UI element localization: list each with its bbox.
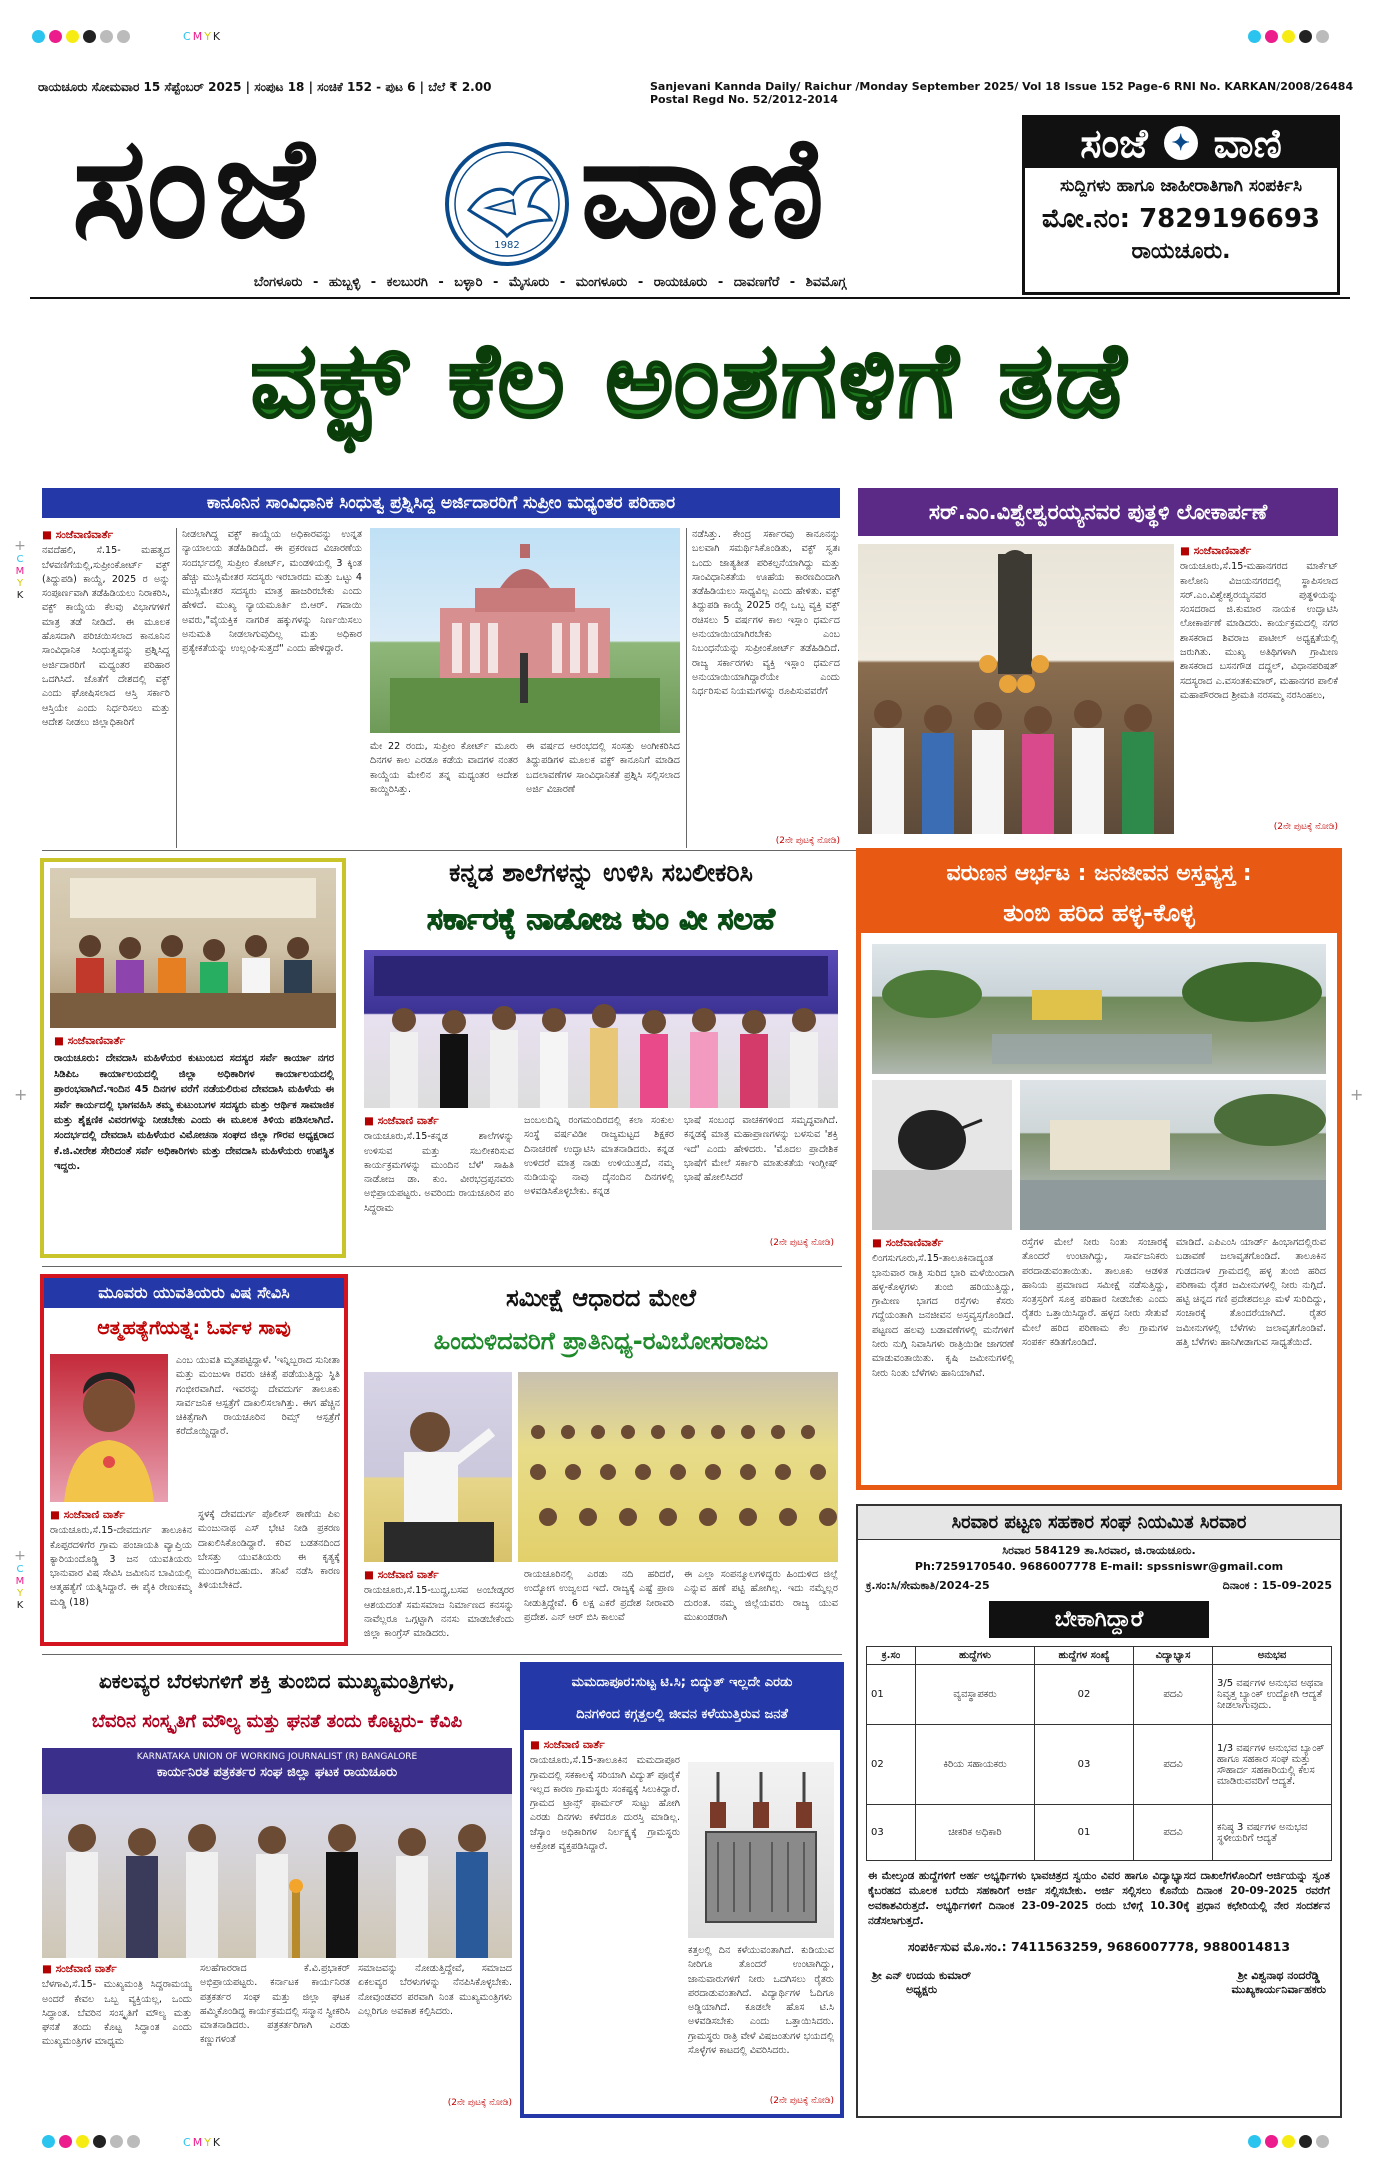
masthead-right: ವಾಣಿ — [580, 106, 831, 270]
black-dot — [93, 2135, 106, 2148]
story5-col2: ರಸ್ತೆಗಳ ಮೇಲೆ ನೀರು ನಿಂತು ಸಂಚಾರಕ್ಕೆ ತೊಂದರೆ ಉಂಟಾಗಿದ್ದು, ಸಾರ್ವಜನಿಕರು ಪರದಾಡುವಂತಾಯಿತು. ತಾಲೂಕು ಆಡಳಿತ ಹಾನಿಯ ಪ್ರಮಾಣದ ಸಮೀಕ್ಷೆ ನಡೆಸುತ್ತಿದ್ದು, ಸಂತ್ರಸ್ತರಿಗೆ ಸೂಕ್ತ ಪರಿಹಾರ ನೀಡಬೇಕು ಎಂದು ರೈತರು ಒತ್ತಾಯಿಸಿದ್ದಾರೆ. ಹಳ್ಳದ ನೀರು ಸೇತುವೆ ಮೇಲೆ ಹರಿದ ಪರಿಣಾಮ ಕೆಲ ಗ್ರಾಮಗಳ ಸಂಪರ್ಕ ಕಡಿತಗೊಂಡಿದೆ. — [1022, 1237, 1168, 1349]
reg-plus: + — [1350, 1085, 1364, 1104]
story9-col1-text: ರಾಯಚೂರು,ಸೆ.15-ತಾಲೂಕಿನ ಮಮದಾಪೂರ ಗ್ರಾಮದಲ್ಲಿ ಸಕಕಾಲಕ್ಕೆ ಸರಿಯಾಗಿ ವಿದ್ಯುತ್ ಪೂರೈಕೆ ಇಲ್ಲದ ಕಾರಣ ಗ್ರಾಮಸ್ಥರು ಸಂಕಷ್ಟಕ್ಕೆ ಸಿಲುಕಿದ್ದಾರೆ. ಗ್ರಾಮದ ಟ್ರಾನ್ಸ್ ಫಾರ್ಮರ್ ಸುಟ್ಟು ಹೋಗಿ ಎರಡು ದಿನಗಳು ಕಳೆದರೂ ದುರಸ್ತಿ ಮಾಡಿಲ್ಲ. ಜೆಸ್ಕಾಂ ಅಧಿಕಾರಿಗಳ ನಿರ್ಲಕ್ಷ್ಯಕ್ಕೆ ಗ್ರಾಮಸ್ಥರು ಆಕ್ರೋಶ ವ್ಯಕ್ತಪಡಿಸಿದ್ದಾರೆ. — [530, 1755, 680, 1853]
story7-col1-text: ರಾಯಚೂರು,ಸೆ.15-ಬುದ್ದ,ಬಸವ ಅಂಬೇಡ್ಕರರ ಆಶಯದಂತೆ ಸಮಸಮಾಜ ನಿರ್ಮಾಣದ ಕನಸನ್ನು ನಾವೆಲ್ಲರೂ ಒಗ್ಗಟ್ಟಾಗಿ ನನಸು ಮಾಡಬೇಕೆಂದು ಜಿಲ್ಲಾ ಕಾಂಗ್ರೆಸ್ ಮಾಡಿದರು. — [364, 1585, 514, 1640]
story7-title: ಹಿಂದುಳಿದವರಿಗೆ ಪ್ರಾತಿನಿಧ್ಯ-ರವಿಬೋಸರಾಜು — [358, 1320, 844, 1362]
table-cell: 03 — [867, 1805, 916, 1861]
dove-logo — [443, 140, 571, 268]
story1-col1-text: ನವದೆಹಲಿ, ಸೆ.15- ಮಹತ್ವದ ಬೆಳವಣಿಗೆಯಲ್ಲಿ,ಸುಪ್ರೀಂಕೋರ್ಟ್ ವಕ್ಫ್ (ತಿದ್ದುಪಡಿ) ಕಾಯ್ದೆ, 2025 ರ ಅನ್ನು ಸಂಪೂರ್ಣವಾಗಿ ತಡೆಹಿಡಿಯಲು ನಿರಾಕರಿಸಿ, ವಕ್ಫ್ ಕಾಯ್ದೆಯ ಕೆಲವು ವಿಭಾಗಗಳಿಗೆ ಮಾತ್ರ ತಡೆ ನೀಡಿದೆ. ಈ ಮೂಲಕ ಹೊಸದಾಗಿ ಪರಿಚಯಿಸಲಾದ ಕಾನೂನಿನ ಸಾಂವಿಧಾನಿಕ ಸಿಂಧುತ್ವವನ್ನು ಪ್ರಶ್ನಿಸಿದ್ದ ಅರ್ಜಿದಾರರಿಗೆ ಮಧ್ಯಂತರ ಪರಿಹಾರ ಒದಗಿಸಿದೆ. ಜೊತೆಗೆ ದೇಶದಲ್ಲಿ ವಕ್ಫ್ ಎಂದು ಘೋಷಿಸಲಾದ ಆಸ್ತಿ ಸರ್ಕಾರಿ ಆಸ್ತಿಯೇ ಎಂದು ನಿರ್ಧರಿಸಲು ಮತ್ತು ಆದೇಶ ನೀಡಲು ಜಿಲ್ಲಾಧಿಕಾರಿಗೆ — [42, 545, 170, 728]
table-cell: 03 — [1035, 1725, 1134, 1805]
story6-byline: ■ ಸಂಜೆವಾಣಿ ವಾರ್ತೆ — [50, 1509, 125, 1521]
ad-contact-line: ಸುದ್ದಿಗಳು ಹಾಗೂ ಜಾಹೀರಾತಿಗಾಗಿ ಸಂಪರ್ಕಿಸಿ — [1059, 176, 1303, 196]
col-header: ಹುದ್ದೆಗಳ ಸಂಖ್ಯೆ — [1035, 1647, 1134, 1665]
yellow-dot — [1282, 30, 1295, 43]
story9-col2: ಕತ್ತಲಲ್ಲಿ ದಿನ ಕಳೆಯುವಂತಾಗಿದೆ. ಕುಡಿಯುವ ನೀರಿಗೂ ತೊಂದರೆ ಉಂಟಾಗಿದ್ದು, ಜಾನುವಾರುಗಳಿಗೆ ನೀರು ಒದಗಿಸಲು ರೈತರು ಪರದಾಡುವಂತಾಗಿದೆ. ವಿದ್ಯಾರ್ಥಿಗಳ ಓದಿಗೂ ಅಡ್ಡಿಯಾಗಿದೆ. ಕೂಡಲೇ ಹೊಸ ಟಿ.ಸಿ ಅಳವಡಿಸಬೇಕು ಎಂದು ಒತ್ತಾಯಿಸಿದರು. ಗ್ರಾಮಸ್ಥರು ರಾತ್ರಿ ವೇಳೆ ವಿಷಜಂತುಗಳ ಭಯದಲ್ಲಿ ಸೊಳ್ಳೆಗಳ ಕಾಟದಲ್ಲಿ ವಿವರಿಸಿದರು. — [688, 1945, 834, 2057]
yellow-dot — [66, 30, 79, 43]
table-cell: 3/5 ವರ್ಷಗಳ ಅನುಭವ ಅಥವಾ ನಿವೃತ್ತ ಬ್ಯಾಂಕ್ ಉದ್ಯೋಗಿ ಆದ್ಯತೆ ನೀಡಲಾಗುವುದು. — [1213, 1665, 1332, 1725]
story8-col3: ಸಮಾಜವನ್ನು ನೋಡುತ್ತಿದ್ದೇವೆ, ಸಮಾಜದ ಏಕಲವ್ಯರ ಬೆರಳುಗಳನ್ನು ನೆನಪಿಸಿಕೊಳ್ಳಬೇಕು. ನೋವುಂಡವರ ಪರವಾಗಿ ನಿಂತ ಮುಖ್ಯಮಂತ್ರಿಗಳು ಎಲ್ಲರಿಗೂ ಅವಕಾಶ ಕಲ್ಪಿಸಿದರು. — [358, 1963, 512, 2017]
contact-ad-box — [1022, 115, 1340, 295]
transformer-icon — [688, 1762, 834, 1938]
waterlogged-street-photo — [1020, 1080, 1326, 1230]
story7-byline: ■ ಸಂಜೆವಾಣಿ ವಾರ್ತೆ — [364, 1569, 439, 1581]
story6-col1-text: ರಾಯಚೂರು,ಸೆ.15-ದೇವದುರ್ಗ ತಾಲೂಕಿನ ಕೊಪ್ಪರದಳಿಗೆರ ಗ್ರಾಮ ಪಂಚಾಯತಿ ವ್ಯಾಪ್ತಿಯ ಕ್ಯಾರಿಯಂದೊಡ್ಡಿ 3 ಜನ ಯುವತಿಯರು ಭಾನುವಾರ ವಿಷ ಸೇವಿಸಿ ಜಮೀನಿನ ಬಾವಿಯಲ್ಲಿ ಆತ್ಮಹತ್ಯೆಗೆ ಯತ್ನಿಸಿದ್ದಾರೆ. ಈ ಪೈಕಿ ರೇಣುಕಮ್ಮ ಮಡ್ಡಿ (18) — [50, 1525, 192, 1608]
cmyk-label-bottom: CMYK — [183, 2136, 223, 2149]
story5-byline: ■ ಸಂಜೆವಾಣಿವಾರ್ತೆ — [872, 1237, 944, 1249]
story5-bar1: ವರುಣನ ಆರ್ಭಟ : ಜನಜೀವನ ಅಸ್ತವ್ಯಸ್ತ : — [861, 853, 1337, 893]
stage-people-icon — [364, 950, 838, 1108]
person-portrait-icon — [50, 1354, 168, 1502]
table-cell: 01 — [867, 1665, 916, 1725]
dateline-kannada: ರಾಯಚೂರು ಸೋಮವಾರ 15 ಸೆಪ್ಟೆಂಬರ್ 2025 | ಸಂಪುಟ 18 | ಸಂಚಿಕೆ 152 - ಪುಟ 6 | ಬೆಲೆ ₹ 2.00 — [38, 80, 492, 94]
story5-col1-text: ಲಿಂಗಸುಗೂರು,ಸೆ.15-ತಾಲೂಕಿನಾದ್ಯಂತ ಭಾನುವಾರ ರಾತ್ರಿ ಸುರಿದ ಭಾರಿ ಮಳೆಯಿಂದಾಗಿ ಹಳ್ಳ-ಕೊಳ್ಳಗಳು ತುಂಬಿ ಹರಿಯುತ್ತಿದ್ದು, ಗ್ರಾಮೀಣ ಭಾಗದ ರಸ್ತೆಗಳು ಕೆಸರು ಗದ್ದೆಯಂತಾಗಿ ಜನಜೀವನ ಅಸ್ತವ್ಯಸ್ತಗೊಂಡಿದೆ. ಪಟ್ಟಣದ ಹಲವು ಬಡಾವಣೆಗಳಲ್ಲಿ ಮನೆಗಳಿಗೆ ನೀರು ನುಗ್ಗಿ ನಿವಾಸಿಗಳು ರಾತ್ರಿಯಿಡೀ ಜಾಗರಣೆ ಮಾಡುವಂತಾಯಿತು. ಕೃಷಿ ಜಮೀನುಗಳಲ್ಲಿ ನೀರು ನಿಂತು ಬೆಳೆಗಳು ಹಾನಿಯಾಗಿವೆ. — [872, 1253, 1014, 1379]
ad-dove-icon: ✦ — [1164, 126, 1198, 160]
crowd-icon — [858, 544, 1174, 834]
ad-brand-bar — [1025, 118, 1337, 168]
story2-bar: ಸರ್.ಎಂ.ವಿಶ್ವೇಶ್ವರಯ್ಯನವರ ಪುತ್ಥಳಿ ಲೋಕಾರ್ಪಣೆ — [858, 488, 1338, 536]
yellow-dot — [1282, 2135, 1295, 2148]
transformer-photo — [688, 1762, 834, 1938]
registration-dots-bottom-left — [42, 2135, 140, 2148]
table-cell: ವ್ಯವಸ್ಥಾಪಕರು — [916, 1665, 1035, 1725]
reg-plus: + — [14, 1548, 26, 1564]
table-cell: 02 — [867, 1725, 916, 1805]
table-cell: 01 — [1035, 1805, 1134, 1861]
table-row — [867, 1665, 1332, 1725]
magenta-dot — [1265, 2135, 1278, 2148]
story8-byline: ■ ಸಂಜೆವಾಣಿ ವಾರ್ತೆ — [42, 1963, 117, 1975]
cyan-dot — [42, 2135, 55, 2148]
cyan-dot — [1248, 2135, 1261, 2148]
journalists-event-photo — [42, 1748, 512, 1958]
main-headline: ವಕ್ಫ್ ಕೆಲ ಅಂಶಗಳಿಗೆ ತಡೆ — [250, 319, 1128, 441]
story3-byline: ■ ಸಂಜೆವಾಣಿವಾರ್ತೆ — [54, 1035, 126, 1047]
masthead-left: ಸಂಜೆ — [72, 106, 321, 270]
story8-bar2: ಬೆವರಿನ ಸಂಸ್ಕೃತಿಗೆ ಮೌಲ್ಯ ಮತ್ತು ಘನತೆ ತಂದು ಕೊಟ್ಟರು- ಕೆವಿಪಿ — [42, 1702, 512, 1740]
audience-photo — [518, 1372, 838, 1562]
table-cell: ಕಿರಿಯ ಸಹಾಯಕರು — [916, 1725, 1035, 1805]
story2-byline: ■ ಸಂಜೆವಾಣಿವಾರ್ತೆ — [1180, 545, 1252, 557]
story1-continued: (2ನೇ ಪುಟಕ್ಕೆ ನೋಡಿ) — [775, 836, 840, 846]
story4-col3: ಭಾಷೆ ಸಂಬಂಧ ವಾಚಕಗಳಿಂದ ಸಮೃದ್ಧವಾಗಿದೆ. ಕನ್ನಡಕ್ಕೆ ಮಾತ್ರ ಮಹಾಪ್ರಾಣಗಳನ್ನು ಬಳಸುವ 'ಶಕ್ತಿ ಇದೆ' ಎಂದು ಹೇಳಿದರು. 'ಮೊದಲ ಪ್ರಾದೇಶಿಕ ಭಾಷೆಗೆ ಮೇಲೆ ಸರ್ಕಾರಿ ಮಾತುಕತೆಯ ಇಂಗ್ಲೀಷ್ ಭಾಷೆ ಹೋಲಿಸಿದರೆ — [684, 1115, 838, 1184]
ad-signatory2-name: ಶ್ರೀ ವಿಶ್ವನಾಥ ನಂದರೆಡ್ಡಿ — [1237, 1969, 1320, 1982]
side-cmyk-marks-upper: + C M Y K — [14, 538, 26, 601]
story4-continued: (2ನೇ ಪುಟಕ್ಕೆ ನೋಡಿ) — [769, 1238, 834, 1248]
section-rule — [42, 1654, 842, 1655]
side-cmyk-marks-lower: + C M Y K — [14, 1548, 26, 1611]
story7-col2: ರಾಯಚೂರಿನಲ್ಲಿ ಎರಡು ನದಿ ಹರಿದರೆ, ಉದ್ಯೋಗ ಉಜ್ವಲದ ಇದೆ. ರಾಜ್ಯಕ್ಕೆ ಎಷ್ಟೆ ಪ್ರಾಣ ನೀಡುತ್ತಿದ್ದೇವೆ. 6 ಲಕ್ಷ ಎಕರೆ ಪ್ರದೇಶ ನೀರಾವರಿ ಪ್ರದೇಶ. ಎನ್ ಆರ್ ಬಿಸಿ ಕಾಲುವೆ — [524, 1569, 674, 1623]
table-cell: ಪದವಿ — [1134, 1665, 1213, 1725]
ad-phone: ಮೋ.ನಂ: 7829196693 — [1041, 204, 1321, 234]
gray-dot — [127, 2135, 140, 2148]
story1-col2: ನೀಡಲಾಗಿದ್ದ ವಕ್ಫ್ ಕಾಯ್ದೆಯ ಅಧಿಕಾರವನ್ನು ಉನ್ನತ ನ್ಯಾಯಾಲಯ ತಡೆಹಿಡಿದಿದೆ. ಈ ಪ್ರಕರಣದ ವಿಚಾರಣೆಯ ಸಂದರ್ಭದಲ್ಲಿ ಸುಪ್ರೀಂ ಕೋರ್ಟ್, ಮಂಡಳಿಯಲ್ಲಿ 3 ಕ್ಕಿಂತ ಹೆಚ್ಚು ಮುಸ್ಲಿಮೇತರ ಸದಸ್ಯರು ಇರಬಾರದು ಮತ್ತು ಒಟ್ಟು 4 ಮುಸ್ಲಿಮೇತರ ಸದಸ್ಯರು ಮಾತ್ರ ಹಾಜರಿರಬೇಕು ಎಂದು ಹೇಳಿದೆ. ಮುಖ್ಯ ನ್ಯಾಯಮೂರ್ತಿ ಬಿ.ಆರ್. ಗವಾಯಿ ಅವರು,"ವೈಯಕ್ತಿಕ ನಾಗರಿಕ ಹಕ್ಕುಗಳನ್ನು ನಿರ್ಣಯಿಸಲು ಅನುಮತಿ ನೀಡಲಾಗುವುದಿಲ್ಲ ಮತ್ತು ಅಧಿಕಾರ ಪ್ರತ್ಯೇಕತೆಯನ್ನು ಉಲ್ಲಂಘಿಸುತ್ತದೆ" ಎಂದು ಹೇಳಿದ್ದಾರೆ. — [182, 529, 362, 655]
ad-city: ರಾಯಚೂರು. — [1131, 239, 1231, 264]
registration-dots-bottom-right — [1248, 2135, 1329, 2148]
ad-phones: ಸಂಪರ್ಕಿಸುವ ಮೊ.ಸಂ.: 7411563259, 9686007778, 9880014813 — [907, 1939, 1291, 1954]
story5-col1 — [872, 1236, 1014, 1482]
lamp-lighting-icon — [42, 1748, 512, 1958]
victim-portrait-photo — [50, 1354, 168, 1502]
dish-icon — [872, 1080, 1012, 1230]
cyan-dot — [32, 30, 45, 43]
col-header: ಕ್ರ.ಸಂ — [867, 1647, 916, 1665]
story1-byline: ■ ಸಂಜೆವಾಣಿವಾರ್ತೆ — [42, 529, 114, 541]
supreme-court-photo — [370, 528, 680, 733]
black-dot — [1299, 30, 1312, 43]
table-cell: ಕನಿಷ್ಠ 3 ವರ್ಷಗಳ ಅನುಭವ ಸ್ಥಳೀಯರಿಗೆ ಆದ್ಯತೆ — [1213, 1805, 1332, 1861]
ad-note: ಈ ಮೇಲ್ಕಂಡ ಹುದ್ದೆಗಳಿಗೆ ಅರ್ಹ ಅಭ್ಯರ್ಥಿಗಳು ಭಾವಚಿತ್ರದ ಸ್ವಯಂ ವಿವರ ಹಾಗೂ ವಿದ್ಯಾಭ್ಯಾಸದ ದಾಖಲೆಗಳೊಂದಿಗೆ ಅರ್ಜಿಯನ್ನು ಸ್ವಂತ ಕೈಬರಹದ ಮೂಲಕ ಬರೆದು ಸಹಕಾರಿಗೆ ಅರ್ಜಿ ಸಲ್ಲಿಸಬೇಕು. ಅರ್ಜಿ ಸಲ್ಲಿಸಲು ಕೊನೆಯ ದಿನಾಂಕ 20-09-2025 ರವರೆಗೆ ಅವಕಾಶವಿರುತ್ತದೆ. ಅಭ್ಯರ್ಥಿಗಳಿಗೆ ದಿನಾಂಕ 23-09-2025 ರಂದು ಬೆಳಿಗ್ಗೆ 10.30ಕ್ಕೆ ಪ್ರಧಾನ ಕಛೇರಿಯಲ್ಲಿ ನೇರ ಸಂದರ್ಶನ ನಡೆಸಲಾಗುತ್ತದೆ. — [868, 1870, 1330, 1927]
ad-address: ಸಿರವಾರ 584129 ತಾ.ಸಿರವಾರ, ಜಿ.ರಾಯಚೂರು. — [1002, 1544, 1196, 1557]
story1-col1 — [42, 528, 170, 850]
table-cell: ಚೀಕರಿಕ ಅಧಿಕಾರಿ — [916, 1805, 1035, 1861]
story8-bar1: ಏಕಲವ್ಯರ ಬೆರಳುಗಳಿಗೆ ಶಕ್ತಿ ತುಂಬಿದ ಮುಖ್ಯಮಂತ್ರಿಗಳು, — [42, 1662, 512, 1700]
story4-title: ಸರ್ಕಾರಕ್ಕೆ ನಾಡೋಜ ಕುಂ ವೀ ಸಲಹೆ — [358, 896, 844, 942]
story9-continued: (2ನೇ ಪುಟಕ್ಕೆ ನೋಡಿ) — [769, 2096, 834, 2106]
gray-dot — [1316, 2135, 1329, 2148]
registration-dots-top-left — [32, 30, 130, 43]
kannada-event-photo — [364, 950, 838, 1108]
story6-bar2: ಆತ್ಮಹತ್ಯೆಗೆಯತ್ನ: ಓರ್ವಳ ಸಾವು — [44, 1310, 344, 1346]
reg-plus: + — [14, 538, 26, 554]
ad-signatory1-role: ಅಧ್ಯಕ್ಷರು — [906, 1983, 938, 1996]
story3-body: ರಾಯಚೂರು: ದೇವದಾಸಿ ಮಹಿಳೆಯರ ಕುಟುಂಬದ ಸದಸ್ಯರ ಸರ್ವೆ ಕಾರ್ಯಾ ನಗರ ಸಿಡಿಪಿಒ ಕಾರ್ಯಾಲಯದಲ್ಲಿ ಜಿಲ್ಲಾ ಅಧಿಕಾರಿಗಳ ಕಾರ್ಯಾಲಯದಲ್ಲಿ ಪ್ರಾರಂಭವಾಗಿದೆ.ಇಂದಿನ 45 ದಿನಗಳ ವರೆಗೆ ನಡೆಯಲಿರುವ ದೇವದಾಸಿ ಮಹಿಳೆಯ ಈ ಸರ್ವೆ ಕಾರ್ಯದಲ್ಲಿ ಭಾಗವಹಿಸಿ ತಮ್ಮ ಕುಟುಂಬಗಳ ಸದಸ್ಯರು ಮತ್ತು ಆರ್ಥಿಕ ಸಾಮಾಜಿಕ ಮತ್ತು ಶೈಕ್ಷಣಿಕ ವಿವರಗಳನ್ನು ನೀಡಬೇಕು ಎಂದು ಈ ಮೂಲಕ ತಿಳಿಯ ಪಡಿಸಲಾಗಿದೆ. ಸಂದರ್ಭದಲ್ಲಿ ದೇವದಾಸಿ ಮಹಿಳೆಯರ ವಿಮೋಚನಾ ಸಂಘದ ಜಿಲ್ಲಾ ಗೌರವ ಅಧ್ಯಕ್ಷರಾದ ಕೆ.ಜಿ.ವೀರೇಶ ಸೇರಿದಂತೆ ಸರ್ವೆ ಅಧಿಕಾರಿಗಳು ಮತ್ತು ದೇವದಾಸಿ ಮಹಿಳೆಯರು ಉಪಸ್ಥಿತ ಇದ್ದರು. — [54, 1053, 334, 1173]
story7-kicker: ಸಮೀಕ್ಷೆ ಆಧಾರದ ಮೇಲೆ — [505, 1284, 696, 1312]
story4-kicker: ಕನ್ನಡ ಶಾಲೆಗಳನ್ನು ಉಳಿಸಿ ಸಬಲೀಕರಿಸಿ — [449, 858, 753, 887]
story6-right-text: ಎಂಬ ಯುವತಿ ಮೃತಪಟ್ಟಿದ್ದಾಳೆ. 'ಇನ್ನಿಬ್ಬರಾದ ಸುನೀತಾ ಮತ್ತು ಮಂಜುಳಾ ರವರು ಚಿಕಿತ್ಸೆ ಪಡೆಯುತ್ತಿದ್ದು ಸ್ಥಿತಿ ಗಂಭೀರವಾಗಿದೆ. ಇವರನ್ನು ದೇವದುರ್ಗ ತಾಲೂಕು ಸಾರ್ವಜನಿಕ ಆಸ್ಪತ್ರೆಗೆ ದಾಖಲಿಸಲಾಗಿತ್ತು. ಈಗ ಹೆಚ್ಚಿನ ಚಿಕಿತ್ಸೆಗಾಗಿ ರಾಯಚೂರಿನ ರಿಮ್ಸ್ ಆಸ್ಪತ್ರೆಗೆ ಕರೆದೊಯ್ದಿದ್ದಾರೆ. — [176, 1355, 340, 1438]
story9-bar1: ಮಮದಾಪೂರ:ಸುಟ್ಟ ಟಿ.ಸಿ; ಬಿದ್ಯುತ್ ಇಲ್ಲದೇ ಎರಡು — [524, 1666, 840, 1698]
story8-col1-text: ಬೆಳಗಾವಿ,ಸೆ.15- ಮುಖ್ಯಮಂತ್ರಿ ಸಿದ್ದರಾಮಯ್ಯ ಅಂದರೆ ಕೇವಲ ಒಬ್ಬ ವ್ಯಕ್ತಿಯಲ್ಲ, ಒಂದು ಸಿದ್ಧಾಂತ. ಬೆವರಿನ ಸಂಸ್ಕೃತಿಗೆ ಮೌಲ್ಯ ಮತ್ತು ಘನತೆ ತಂದು ಕೊಟ್ಟ ಸಿದ್ಧಾಂತ ಎಂದು ಮುಖ್ಯಮಂತ್ರಿಗಳ ಮಾಧ್ಯಮ — [42, 1979, 192, 2048]
story6-col2: ಸ್ಥಳಕ್ಕೆ ದೇವದುರ್ಗ ಪೊಲೀಸ್ ಠಾಣೆಯ ಪಿಐ ಮಂಜುನಾಥ ಎಸ್ ಭೇಟಿ ನೀಡಿ ಪ್ರಕರಣ ದಾಖಲಿಸಿಕೊಂಡಿದ್ದಾರೆ. ಕರಿವ ಬಡತನದಿಂದ ಬೇಸತ್ತು ಯುವತಿಯರು ಈ ಕೃತ್ಯಕ್ಕೆ ಮುಂದಾಗಿರಬಹುದು. ತನಿಖೆ ನಡೆಸಿ ಕಾರಣ ತಿಳಿಯಬೇಕಿದೆ. — [198, 1509, 340, 1592]
edition-cities: ಬೆಂಗಳೂರು - ಹುಬ್ಬಳ್ಳಿ - ಕಲಬುರಗಿ - ಬಳ್ಳಾರಿ - ಮೈಸೂರು - ಮಂಗಳೂರು - ರಾಯಚೂರು - ದಾವಣಗೆರೆ - ಶಿವಮೊಗ್ಗ — [253, 275, 847, 290]
vacancy-table — [866, 1646, 1332, 1861]
dateline-english: Sanjevani Kannda Daily/ Raichur /Monday September 2025/ Vol 18 Issue 152 Page-6 RNI No. KARKAN/2008/26484 Postal Regd No. 52/2012-2014 — [650, 80, 1354, 106]
story1-col4: ಈ ವರ್ಷದ ಆರಂಭದಲ್ಲಿ ಸಂಸತ್ತು ಅಂಗೀಕರಿಸಿದ ತಿದ್ದುಪಡಿಗಳ ಮೂಲಕ ವಕ್ಫ್ ಕಾನೂನಿಗೆ ಮಾಡಿದ ಬದಲಾವಣೆಗಳ ಸಾಂವಿಧಾನಿಕತೆ ಪ್ರಶ್ನಿಸಿ ಸಲ್ಲಿಸಲಾದ ಅರ್ಜಿ ವಿಚಾರಣೆ — [526, 741, 680, 795]
story5-bar2: ತುಂಬಿ ಹರಿದ ಹಳ್ಳ-ಕೊಳ್ಳ — [861, 893, 1337, 933]
story4-col1-text: ರಾಯಚೂರು,ಸೆ.15-ಕನ್ನಡ ಶಾಲೆಗಳನ್ನು ಉಳಿಸುವ ಮತ್ತು ಸಬಲೀಕರಿಸುವ ಕಾರ್ಯಕ್ರಮಗಳನ್ನು ಮುಂದಿನ ಬೆಳೆ' ಸಾಹಿತಿ ನಾಡೋಜ ಡಾ. ಕುಂ. ವೀರಭದ್ರಪ್ಪನವರು ಅಭಿಪ್ರಾಯಪಟ್ಟರು. ಅವರಿಂದು ರಾಯಚೂರಿನ ಪಂ ಸಿದ್ದರಾಮ — [364, 1131, 514, 1214]
ad-heading: ಬೇಕಾಗಿದ್ದಾರೆ — [989, 1601, 1209, 1638]
black-dot — [83, 30, 96, 43]
story6-bar1: ಮೂವರು ಯುವತಿಯರು ವಿಷ ಸೇವಿಸಿ — [44, 1278, 344, 1308]
gray-dot — [117, 30, 130, 43]
story7-col3: ಈ ಎಲ್ಲಾ ಸಂಪನ್ಮೂಲಗಳಿದ್ದರು ಹಿಂದುಳಿದ ಜಿಲ್ಲೆ ಎನ್ನುವ ಹಣೆ ಪಟ್ಟಿ ಹೋಗಿಲ್ಲ. ಇದು ನಮ್ಮೆಲ್ಲರ ದುರಂತ. ನಮ್ಮ ಜಿಲ್ಲೆಯವರು ರಾಜ್ಯ ಯುವ ಮುಖಂಡರಾಗಿ — [684, 1569, 838, 1623]
story4-col1 — [364, 1114, 514, 1254]
ad-signatory1-name: ಶ್ರೀ ಎನ್ ಉದಯ ಕುಮಾರ್ — [872, 1969, 972, 1982]
yellow-dot — [76, 2135, 89, 2148]
statue-inauguration-photo — [858, 544, 1174, 834]
story9-byline: ■ ಸಂಜೆವಾಣಿ ವಾರ್ತೆ — [530, 1739, 605, 1751]
devadasi-survey-photo — [50, 868, 336, 1028]
col-rule — [686, 528, 687, 848]
magenta-dot — [49, 30, 62, 43]
story1-col5: ನಡೆಸಿತ್ತು. ಕೇಂದ್ರ ಸರ್ಕಾರವು ಕಾನೂನನ್ನು ಬಲವಾಗಿ ಸಮರ್ಥಿಸಿಕೊಂಡಿತು, ವಕ್ಫ್ ಸ್ವತಃ ಒಂದು ಜಾತ್ಯತೀತ ಪರಿಕಲ್ಪನೆಯಾಗಿದ್ದು ಮತ್ತು ಸಾಂವಿಧಾನಿಕತೆಯ ಊಹೆಯ ಕಾರಣದಿಂದಾಗಿ ತಡೆಹಿಡಿಯಲು ಸಾಧ್ಯವಿಲ್ಲ ಎಂದು ಹೇಳಿತು. ವಕ್ಫ್ ತಿದ್ದುಪಡಿ ಕಾಯ್ದೆ 2025 ರಲ್ಲಿ ಒಬ್ಬ ವ್ಯಕ್ತಿ ವಕ್ಫ್ ರಚಿಸಲು 5 ವರ್ಷಗಳ ಕಾಲ ಇಸ್ಲಾಂ ಧರ್ಮದ ಅನುಯಾಯಿಯಾಗಿರಬೇಕು ಎಂಬ ನಿಬಂಧನೆಯನ್ನು ಸುಪ್ರೀಂಕೋರ್ಟ್ ತಡೆಹಿಡಿದಿದೆ. ರಾಜ್ಯ ಸರ್ಕಾರಗಳು ವ್ಯಕ್ತಿ ಇಸ್ಲಾಂ ಧರ್ಮದ ಅನುಯಾಯಿಯಾಗಿದ್ದಾರೆಯೇ ಎಂದು ನಿರ್ಧರಿಸುವ ನಿಯಮಗಳನ್ನು ರೂಪಿಸುವವರೆಗೆ — [692, 529, 840, 698]
black-dot — [1299, 2135, 1312, 2148]
cyan-dot — [1248, 30, 1261, 43]
registration-dots-top-right — [1248, 30, 1329, 43]
table-cell: ಪದವಿ — [1134, 1725, 1213, 1805]
table-row — [867, 1725, 1332, 1805]
header-rule — [30, 297, 1350, 299]
story2-text — [1180, 544, 1338, 820]
magenta-dot — [1265, 30, 1278, 43]
ad-brand-right: ವಾಣಿ — [1213, 119, 1282, 167]
vacancy-table-header — [867, 1647, 1332, 1665]
event-banner-english: KARNATAKA UNION OF WORKING JOURNALIST (R) BANGALORE — [136, 1752, 418, 1762]
ad-date: ದಿನಾಂಕ : 15-09-2025 — [1222, 1579, 1332, 1592]
story4-col2: ಜಂಬಲದಿನ್ನಿ ರಂಗಮಂದಿರದಲ್ಲಿ ಕಲಾ ಸಂಕುಲ ಸಂಸ್ಥೆ ವರ್ಷವಿಡೀ ರಾಜ್ಯಮಟ್ಟದ ಶಿಕ್ಷಕರ ದಿನಾಚರಣೆ ಉದ್ಘಾಟಿಸಿ ಮಾತನಾಡಿದರು. ಕನ್ನಡ ಉಳಿದರೆ ಮಾತ್ರ ನಾಡು ಉಳಿಯುತ್ತದೆ, ನಮ್ಮ ನುಡಿಯನ್ನು ನಾವು ದೈನಂದಿನ ದಿನಗಳಲ್ಲಿ ಅಳವಡಿಸಿಕೊಳ್ಳಬೇಕು. ಕನ್ನಡ — [524, 1115, 674, 1198]
col-header: ಅನುಭವ — [1213, 1647, 1332, 1665]
ad-society-title: ಸಿರವಾರ ಪಟ್ಟಣ ಸಹಕಾರ ಸಂಘ ನಿಯಮಿತ ಸಿರವಾರ — [858, 1506, 1340, 1540]
ad-contact: Ph:7259170540. 9686007778 E-mail: spssniswr@gmail.com — [914, 1560, 1284, 1573]
story5-col3: ಮಾಡಿದೆ. ಎಪಿಎಂಸಿ ಯಾರ್ಡ್ ಹಿಂಭಾಗದಲ್ಲಿರುವ ಬಡಾವಣೆ ಜಲಾವೃತಗೊಂಡಿದೆ. ತಾಲೂಕಿನ ಗುಡದನಾಳ ಗ್ರಾಮದಲ್ಲಿ ಹಳ್ಳ ತುಂಬಿ ಹರಿದ ಪರಿಣಾಮ ರೈತರ ಜಮೀನುಗಳಲ್ಲಿ ನೀರು ನುಗ್ಗಿದೆ. ಹಟ್ಟಿ ಚಿನ್ನದ ಗಣಿ ಪ್ರದೇಶದಲ್ಲೂ ಮಳೆ ಸುರಿದಿದ್ದು, ಸಂಚಾರಕ್ಕೆ ತೊಂದರೆಯಾಗಿದೆ. ರೈತರ ಜಮೀನುಗಳಲ್ಲಿ ಬೆಳೆಗಳು ಜಲಾವೃತಗೊಂಡಿವೆ. ಹತ್ತಿ ಬೆಳೆಗಳು ಹಾನಿಗೀಡಾಗುವ ಸಾಧ್ಯತೆಯಿದೆ. — [1176, 1237, 1326, 1349]
logo-year: 1982 — [494, 240, 520, 251]
dish-antenna-photo — [872, 1080, 1012, 1230]
ad-signatory2-role: ಮುಖ್ಯಕಾರ್ಯನಿರ್ವಾಹಕರು — [1231, 1983, 1326, 1996]
story6-col1 — [50, 1508, 192, 1640]
story2-body: ರಾಯಚೂರು,ಸೆ.15-ಮಹಾನಗರದ ಮಾರ್ಕೆಟ್ ಕಾಲೋನಿ ವಿಜಯನಗರದಲ್ಲಿ ಸ್ಥಾಪಿಸಲಾದ ಸರ್.ಎಂ.ವಿಶ್ವೇಶ್ವರಯ್ಯನವರ ಪುತ್ಥಳಿಯನ್ನು ಸಂಸದರಾದ ಜಿ.ಕುಮಾರ ನಾಯಕ ಉದ್ಘಾಟಿಸಿ ಲೋಕಾರ್ಪಣೆ ಮಾಡಿದರು. ಕಾರ್ಯಕ್ರಮದಲ್ಲಿ ನಗರ ಶಾಸಕರಾದ ಶಿವರಾಜ ಪಾಟೀಲ್ ಅಧ್ಯಕ್ಷತೆಯಲ್ಲಿ ಜರುಗಿತು. ಮುಖ್ಯ ಅತಿಥಿಗಳಾಗಿ ಗ್ರಾಮೀಣ ಶಾಸಕರಾದ ಬಸನಗೌಡ ದದ್ದಲ್, ವಿಧಾನಪರಿಷತ್ ಸದಸ್ಯರಾದ ಎ.ವಸಂತಕುಮಾರ್, ಮಹಾನಗರ ಪಾಲಿಕೆ ಮಹಾಪೌರರಾದ ಶ್ರೀಮತಿ ನರಸಮ್ಮ ನರಸಿಂಹಲು, — [1180, 561, 1338, 701]
table-cell: ಪದವಿ — [1134, 1805, 1213, 1861]
ad-brand-left: ಸಂಜೆ — [1080, 119, 1148, 167]
story9-col1 — [530, 1738, 680, 2112]
gray-dot — [110, 2135, 123, 2148]
gray-dot — [100, 30, 113, 43]
reg-plus: + — [14, 1085, 28, 1104]
story3-text — [54, 1034, 334, 1252]
speaker-icon — [364, 1372, 512, 1562]
story4-byline: ■ ಸಂಜೆವಾಣಿ ವಾರ್ತೆ — [364, 1115, 439, 1127]
story8-continued: (2ನೇ ಪುಟಕ್ಕೆ ನೋಡಿ) — [447, 2098, 512, 2108]
story8-col1 — [42, 1962, 192, 2112]
cmyk-label-top: CMYK — [183, 30, 223, 43]
trees-truck-icon — [872, 944, 1326, 1074]
magenta-dot — [59, 2135, 72, 2148]
story1-col3: ಮೇ 22 ರಂದು, ಸುಪ್ರೀಂ ಕೋರ್ಟ್ ಮೂರು ದಿನಗಳ ಕಾಲ ಎರಡೂ ಕಡೆಯ ವಾದಗಳ ನಂತರ ಕಾಯ್ದೆಯ ಮೇಲಿನ ತನ್ನ ಮಧ್ಯಂತರ ಆದೇಶ ಕಾಯ್ದಿರಿಸಿತ್ತು. — [370, 741, 518, 795]
street-icon — [1020, 1080, 1326, 1230]
col-header: ವಿದ್ಯಾಭ್ಯಾಸ — [1134, 1647, 1213, 1665]
col-header: ಹುದ್ದೆಗಳು — [916, 1647, 1035, 1665]
speaker-photo — [364, 1372, 512, 1562]
office-people-icon — [50, 868, 336, 1028]
story9-bar2: ದಿನಗಳಿಂದ ಕಗ್ಗತ್ತಲಲ್ಲಿ ಜೀವನ ಕಳೆಯುತ್ತಿರುವ ಜನತೆ — [524, 1698, 840, 1730]
ad-ref-number: ಕ್ರ.ಸಂ:ಸಿ/ಸೇಮಕಾತಿ/2024-25 — [866, 1579, 990, 1592]
story1-bar: ಕಾನೂನಿನ ಸಾಂವಿಧಾನಿಕ ಸಿಂಧುತ್ವ ಪ್ರಶ್ನಿಸಿದ್ದ ಅರ್ಜಿದಾರರಿಗೆ ಸುಪ್ರೀಂ ಮಧ್ಯಂತರ ಪರಿಹಾರ — [42, 488, 840, 518]
story7-col1 — [364, 1568, 514, 1646]
col-rule — [176, 528, 177, 848]
gray-dot — [1316, 30, 1329, 43]
table-cell: 02 — [1035, 1665, 1134, 1725]
table-cell: 1/3 ವರ್ಷಗಳ ಅನುಭವ ಬ್ಯಾಂಕ್ ಹಾಗೂ ಸಹಕಾರ ಸಂಘ ಮತ್ತು ಸೌಹಾರ್ದ ಸಹಕಾರಿಯಲ್ಲಿ ಕೆಲಸ ಮಾಡಿರುವವರಿಗೆ ಆದ್ಯತೆ. — [1213, 1725, 1332, 1805]
story2-continued: (2ನೇ ಪುಟಕ್ಕೆ ನೋಡಿ) — [1273, 822, 1338, 832]
job-ad-box — [856, 1504, 1342, 2118]
story8-col2: ಸಲಹೆಗಾರರಾದ ಕೆ.ವಿ.ಪ್ರಭಾಕರ್ ಅಭಿಪ್ರಾಯಪಟ್ಟರು. ಕರ್ನಾಟಕ ಕಾರ್ಯನಿರತ ಪತ್ರಕರ್ತರ ಸಂಘ ಮತ್ತು ಜಿಲ್ಲಾ ಘಟಕ ಹಮ್ಮಿಕೊಂಡಿದ್ದ ಕಾರ್ಯಕ್ರಮದಲ್ಲಿ ಸನ್ಮಾನ ಸ್ವೀಕರಿಸಿ ಮಾತನಾಡಿದರು. ಪತ್ರಕರ್ತರಿಗಾಗಿ ಎರಡು ಕಣ್ಣುಗಳಂತೆ — [200, 1963, 350, 2046]
section-rule — [42, 1266, 842, 1267]
audience-icon — [518, 1372, 838, 1562]
table-row — [867, 1805, 1332, 1861]
flooded-road-photo — [872, 944, 1326, 1074]
court-building-icon — [370, 528, 680, 733]
event-banner-text: ಕಾರ್ಯನಿರತ ಪತ್ರಕರ್ತರ ಸಂಘ ಜಿಲ್ಲಾ ಘಟಕ ರಾಯಚೂರು — [156, 1765, 398, 1780]
